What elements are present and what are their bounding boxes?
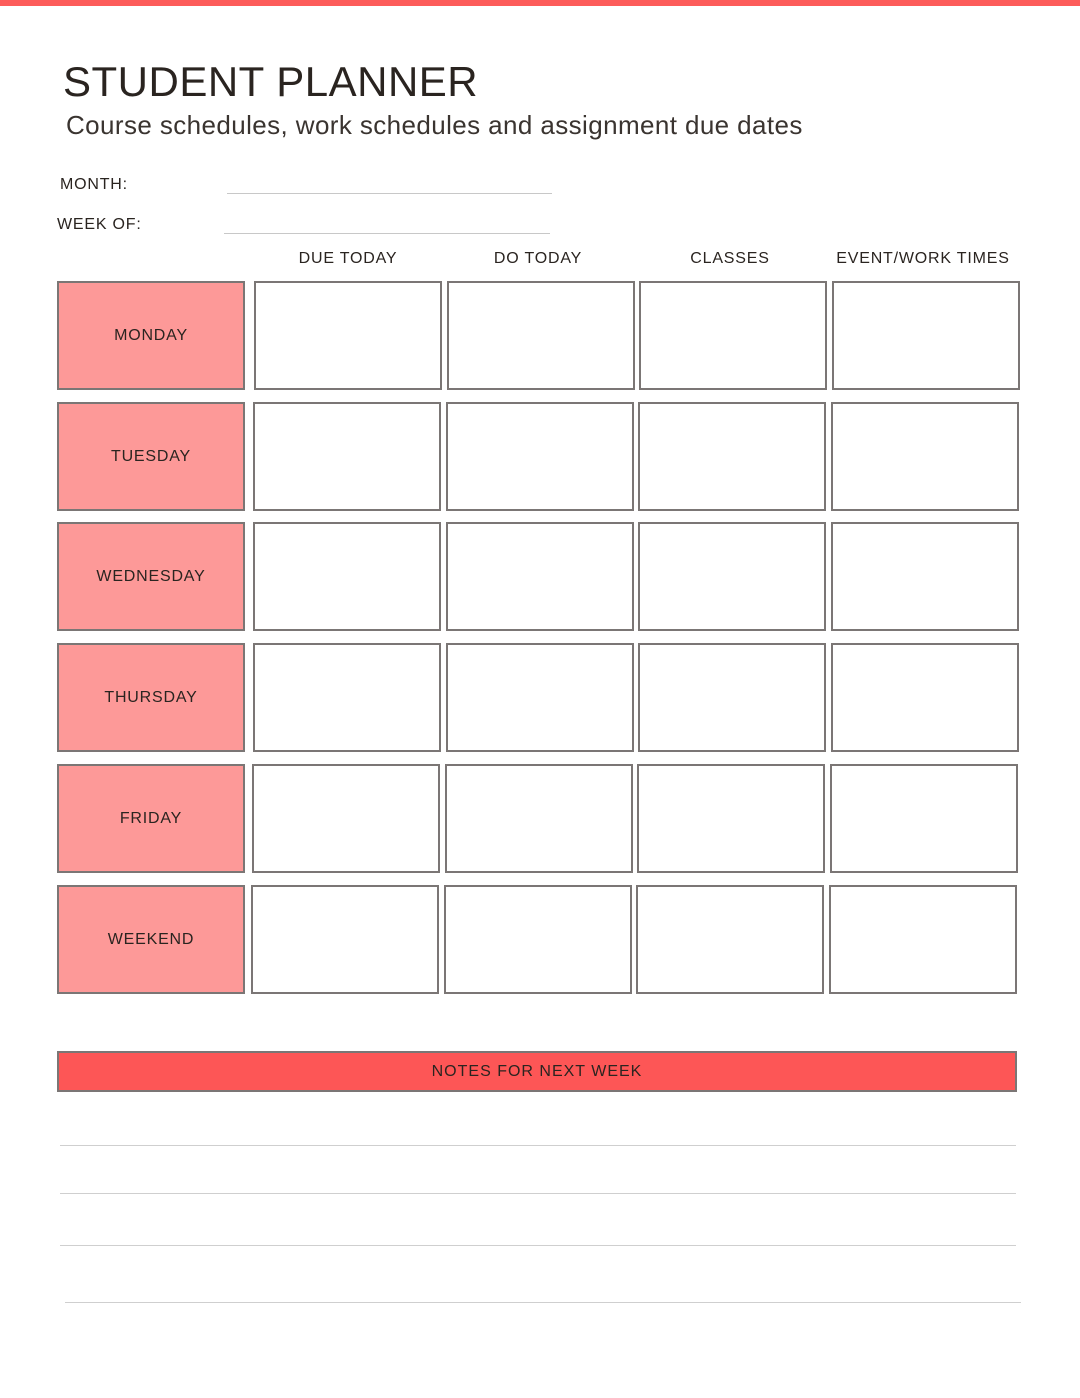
planner-row-friday xyxy=(57,764,1019,873)
day-label-monday: MONDAY xyxy=(57,281,245,390)
cell-weekend-classes[interactable] xyxy=(636,885,824,994)
cell-thursday-do-today[interactable] xyxy=(446,643,634,752)
month-label: MONTH: xyxy=(60,176,128,193)
cell-friday-do-today[interactable] xyxy=(445,764,633,873)
cell-wednesday-due-today[interactable] xyxy=(253,522,441,631)
cell-friday-classes[interactable] xyxy=(637,764,825,873)
notes-line[interactable] xyxy=(60,1145,1016,1146)
cell-friday-due-today[interactable] xyxy=(252,764,440,873)
notes-line[interactable] xyxy=(65,1302,1021,1303)
cell-tuesday-event-work-times[interactable] xyxy=(831,402,1019,511)
cell-monday-due-today[interactable] xyxy=(254,281,442,390)
day-label-weekend: WEEKEND xyxy=(57,885,245,994)
cell-weekend-due-today[interactable] xyxy=(251,885,439,994)
planner-row-wednesday xyxy=(57,522,1019,631)
column-header-do-today: DO TODAY xyxy=(493,250,583,267)
page-subtitle: Course schedules, work schedules and assignment due dates xyxy=(66,110,803,140)
column-header-classes: CLASSES xyxy=(690,250,770,267)
top-accent-bar xyxy=(0,0,1080,6)
day-label-tuesday: TUESDAY xyxy=(57,402,245,511)
cell-friday-event-work-times[interactable] xyxy=(830,764,1018,873)
cell-thursday-classes[interactable] xyxy=(638,643,826,752)
cell-tuesday-due-today[interactable] xyxy=(253,402,441,511)
cell-weekend-do-today[interactable] xyxy=(444,885,632,994)
notes-line[interactable] xyxy=(60,1193,1016,1194)
cell-wednesday-event-work-times[interactable] xyxy=(831,522,1019,631)
day-label-friday: FRIDAY xyxy=(57,764,245,873)
month-field[interactable] xyxy=(227,193,552,194)
cell-thursday-due-today[interactable] xyxy=(253,643,441,752)
planner-row-thursday xyxy=(57,643,1019,752)
notes-line[interactable] xyxy=(60,1245,1016,1246)
cell-monday-event-work-times[interactable] xyxy=(832,281,1020,390)
day-label-wednesday: WEDNESDAY xyxy=(57,522,245,631)
column-header-event-work-times: EVENT/WORK TIMES xyxy=(836,250,1010,267)
cell-weekend-event-work-times[interactable] xyxy=(829,885,1017,994)
cell-wednesday-classes[interactable] xyxy=(638,522,826,631)
planner-row-tuesday xyxy=(57,402,1019,511)
cell-monday-classes[interactable] xyxy=(639,281,827,390)
planner-row-monday xyxy=(57,281,1019,390)
cell-thursday-event-work-times[interactable] xyxy=(831,643,1019,752)
cell-monday-do-today[interactable] xyxy=(447,281,635,390)
notes-header: NOTES FOR NEXT WEEK xyxy=(57,1051,1017,1092)
cell-wednesday-do-today[interactable] xyxy=(446,522,634,631)
page-title: STUDENT PLANNER xyxy=(63,58,479,105)
cell-tuesday-classes[interactable] xyxy=(638,402,826,511)
column-header-due-today: DUE TODAY xyxy=(298,250,398,267)
planner-row-weekend xyxy=(57,885,1019,994)
day-label-thursday: THURSDAY xyxy=(57,643,245,752)
week-of-field[interactable] xyxy=(224,233,550,234)
cell-tuesday-do-today[interactable] xyxy=(446,402,634,511)
week-of-label: WEEK OF: xyxy=(57,216,142,233)
